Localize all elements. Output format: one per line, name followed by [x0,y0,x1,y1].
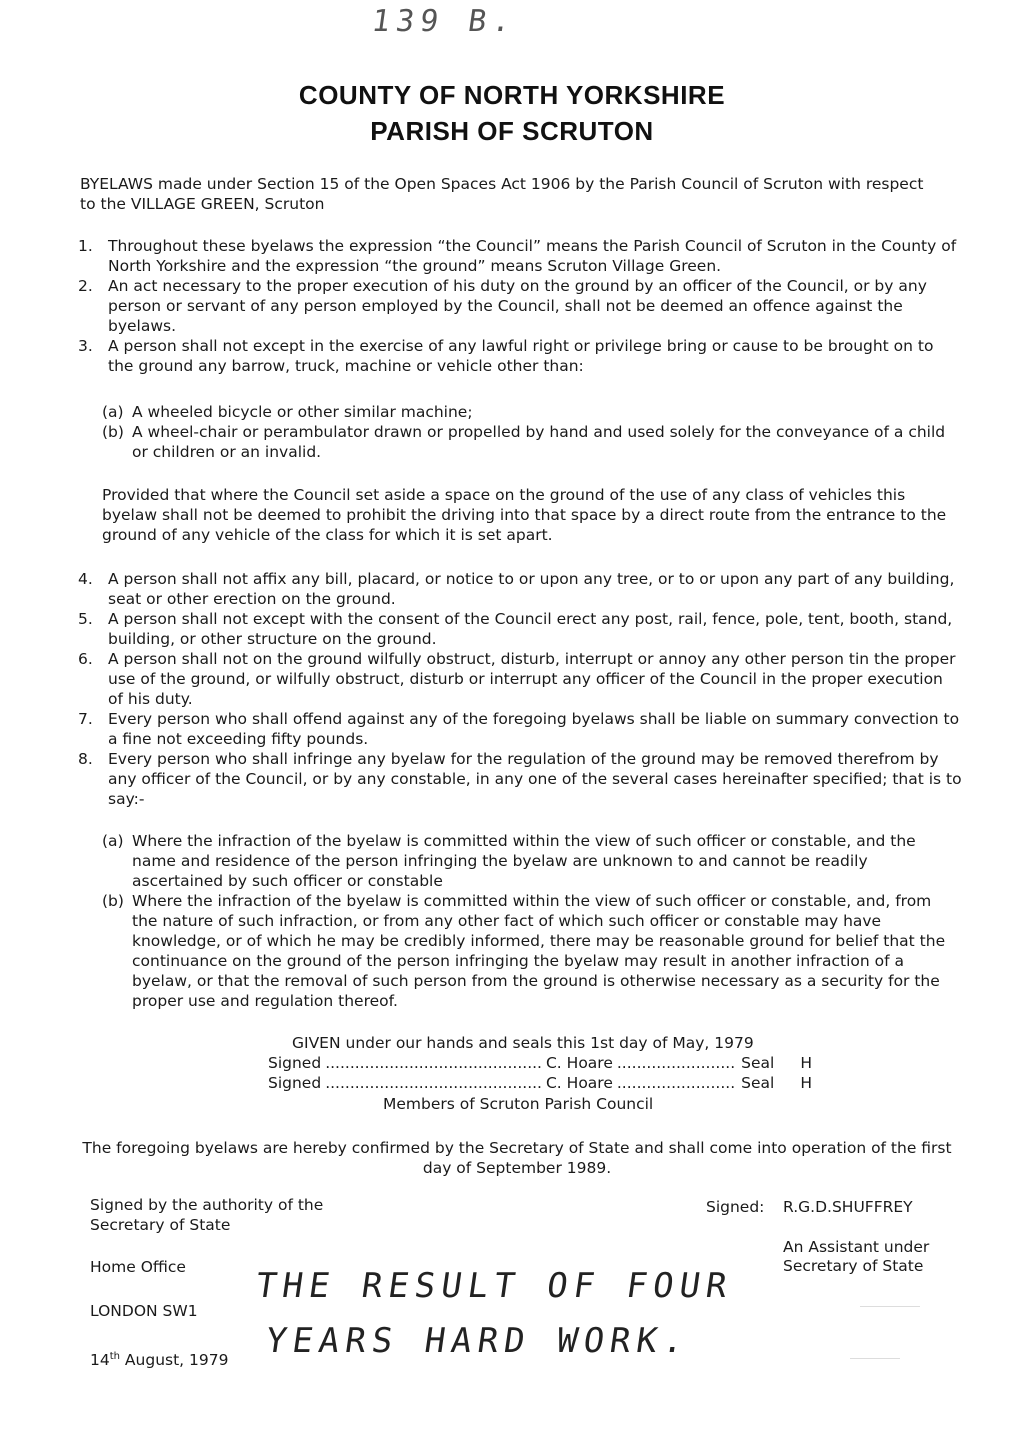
byelaw-number: 4. [78,570,93,588]
byelaw-6 [78,649,962,709]
byelaw-number: 5. [78,610,93,628]
signature-dots: ............................................ [325,1074,542,1092]
sub-label: (a) [102,832,124,850]
signature-row [268,1053,812,1073]
signature-row [268,1073,812,1093]
authority-line-2: Secretary of State [90,1216,231,1234]
sub-text: A wheel-chair or perambulator drawn or propelled by hand and used solely for the conveyance of a child or children or an invalid. [132,423,946,461]
byelaw-4 [78,569,962,609]
byelaw-number: 6. [78,650,93,668]
byelaw-7 [78,709,962,749]
confirmation-date [90,1347,228,1370]
authority-line-1: Signed by the authority of the [90,1196,324,1214]
byelaw-text: A person shall not affix any bill, placard, or notice to or upon any tree, or to or upon any part of any building, seat or other erection on the ground. [108,570,955,608]
confirmation-paragraph: The foregoing byelaws are hereby confirmed by the Secretary of State and shall come into operation of the first day of September 1989. [82,1139,952,1177]
role-line-1: An Assistant under [783,1238,930,1256]
home-office: Home Office [90,1258,186,1276]
byelaw-number: 7. [78,710,93,728]
date-day: 14 [90,1351,110,1370]
byelaw-3-sub-b [102,422,952,462]
byelaw-8-sub-a [102,831,957,891]
signed-label-right: Signed: [706,1198,765,1216]
council-signatures [268,1053,812,1093]
sub-label: (b) [102,892,124,910]
signed-label: Signed [268,1074,322,1092]
byelaw-number: 8. [78,750,93,768]
byelaws-list-1 [78,236,958,376]
byelaw-number: 1. [78,237,93,255]
scan-mark-line [850,1358,900,1359]
byelaw-8-subitems [102,831,957,1011]
signature-dots: ............................................ [325,1054,542,1072]
signature-dots: ........................ [616,1054,736,1072]
members-caption: Members of Scruton Parish Council [383,1095,654,1113]
scan-mark-line [860,1306,920,1307]
byelaw-text: A person shall not except in the exercise of any lawful right or privilege bring or cause to be brought on to the ground any barrow, truck, machine or vehicle other than: [108,337,934,375]
byelaw-1 [78,236,958,276]
byelaw-text: Throughout these byelaws the expression “the Council” means the Parish Council of Scruton in the County of North Yorkshire and the expression “the ground” means Scruton Village Green. [108,237,957,275]
byelaw-3-proviso: Provided that where the Council set aside a space on the ground of the use of any class of vehicles this byelaw shall not be deemed to prohibit the driving into that space by a direct route from the entrance to the ground of any vehicle of the class for which it is set apart. [102,486,947,544]
seal-label: Seal [741,1074,775,1092]
handwritten-note-line-2: YEARS HARD WORK. [263,1321,693,1361]
byelaw-number: 3. [78,337,93,355]
byelaw-8-sub-b [102,891,957,1011]
given-line: GIVEN under our hands and seals this 1st day of May, 1979 [292,1034,754,1052]
date-suffix: th [109,1351,120,1362]
byelaw-text: A person shall not except with the consent of the Council erect any post, rail, fence, pole, tent, booth, stand, building, or other structure on the ground. [108,610,953,648]
byelaw-3 [78,336,958,376]
byelaw-3-subitems [102,402,952,462]
handwritten-note-line-1: THE RESULT OF FOUR [253,1266,736,1306]
county-title: COUNTY OF NORTH YORKSHIRE [298,80,726,110]
london-address: LONDON SW1 [90,1302,198,1320]
sub-label: (a) [102,403,124,421]
sub-text: Where the infraction of the byelaw is committed within the view of such officer or constable, and, from the nature of such infraction, or from any other fact of which such officer or constable may have knowledge, or of which he may be credibly informed, there may be reasonable ground for belief that the continuance on the ground of the person infringing the byelaw may result in another infraction of a byelaw, or that the removal of such person from the ground is otherwise necessary as a security for the proper use and regulation thereof. [132,892,946,1010]
seal-mark: H [800,1074,812,1092]
handwritten-reference: 139 B. [369,4,519,39]
signed-label: Signed [268,1054,322,1072]
sub-text: Where the infraction of the byelaw is committed within the view of such officer or constable, and the name and residence of the person infringing the byelaw are unknown to and cannot be readily ascertained by such officer or constable [132,832,916,890]
signer-name: C. Hoare [545,1074,613,1092]
intro-paragraph: BYELAWS made under Section 15 of the Open Spaces Act 1906 by the Parish Council of Scruton with respect to the VILLAGE GREEN, Scruton [80,175,924,213]
signature-dots: ........................ [616,1074,736,1092]
byelaw-text: A person shall not on the ground wilfully obstruct, disturb, interrupt or annoy any other person tin the proper use of the ground, or wilfully obstruct, disturb or interrupt any officer of the Council in the proper execution of his duty. [108,650,956,708]
secretary-signer: R.G.D.SHUFFREY [783,1198,913,1216]
byelaw-number: 2. [78,277,93,295]
byelaws-list-2 [78,569,962,809]
seal-mark: H [800,1054,812,1072]
byelaw-8 [78,749,962,809]
sub-label: (b) [102,423,124,441]
seal-label: Seal [741,1054,775,1072]
byelaw-3-sub-a [102,402,952,422]
date-rest: August, 1979 [120,1351,229,1370]
byelaw-text: An act necessary to the proper execution of his duty on the ground by an officer of the Council, or by any person or servant of any person employed by the Council, shall not be deemed an offence against the byelaws. [108,277,927,335]
byelaw-2 [78,276,958,336]
role-line-2: Secretary of State [783,1257,924,1275]
byelaw-text: Every person who shall infringe any byelaw for the regulation of the ground may be removed therefrom by any officer of the Council, or by any constable, in any one of the several cases hereinafter specified; that is to say:- [108,750,962,808]
signer-name: C. Hoare [545,1054,613,1072]
byelaw-text: Every person who shall offend against any of the foregoing byelaws shall be liable on summary convection to a fine not exceeding fifty pounds. [108,710,960,748]
byelaw-5 [78,609,962,649]
parish-title: PARISH OF SCRUTON [370,116,654,146]
sub-text: A wheeled bicycle or other similar machine; [132,403,473,421]
